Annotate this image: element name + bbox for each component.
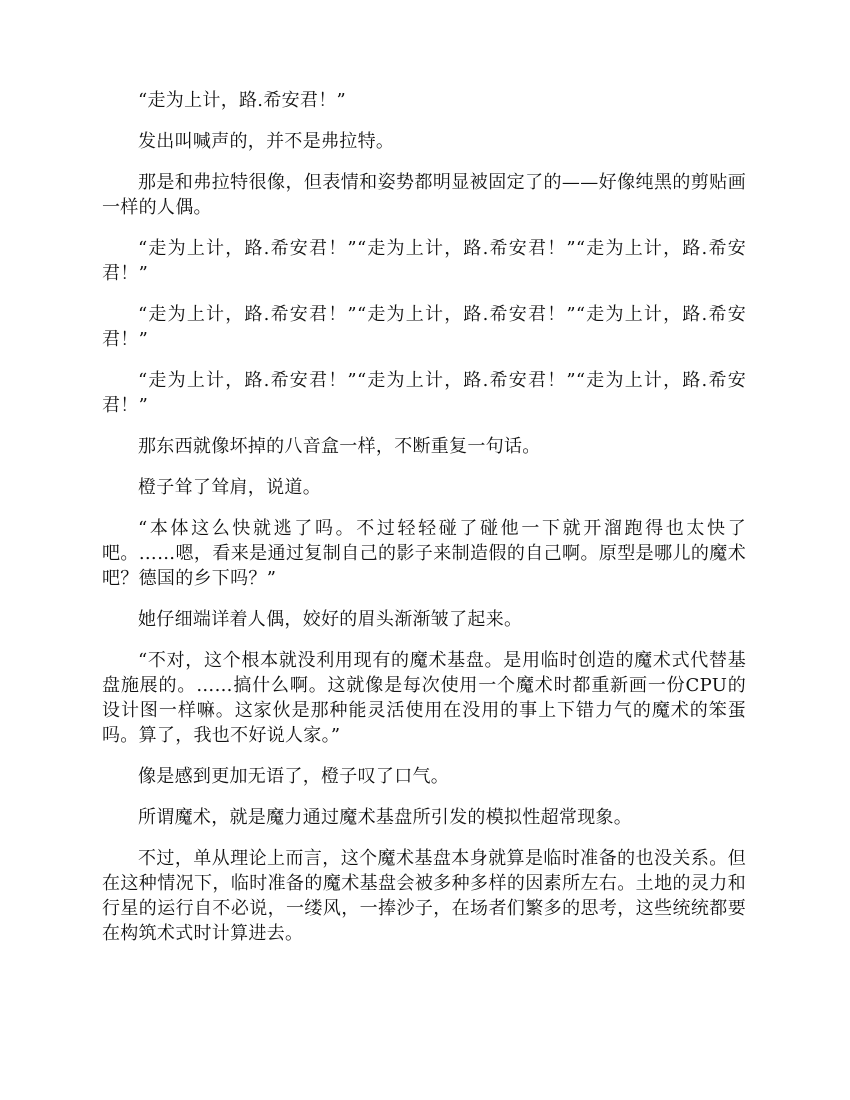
paragraph: “本体这么快就逃了吗。不过轻轻碰了碰他一下就开溜跑得也太快了吧。……嗯，看来是通过复制自己的影子来制造假的自己啊。原型是哪儿的魔术吧？德国的乡下吗？”: [102, 518, 746, 589]
paragraph: “走为上计，路.希安君！”“走为上计，路.希安君！”“走为上计，路.希安君！”: [102, 304, 746, 350]
paragraph: 橙子耸了耸肩，说道。: [138, 477, 321, 498]
paragraph: “走为上计，路.希安君！”“走为上计，路.希安君！”“走为上计，路.希安君！”: [102, 238, 746, 284]
paragraph: “不对，这个根本就没利用现有的魔术基盘。是用临时创造的魔术式代替基盘施展的。……搞什么啊。这就像是每次使用一个魔术时都重新画一份CPU的设计图一样嘛。这家伙是那种能灵活使用在没用的事上下错力气的魔术的笨蛋吗。算了，我也不好说人家。”: [102, 650, 746, 746]
paragraph: 她仔细端详着人偶，姣好的眉头渐渐皱了起来。: [138, 609, 523, 630]
paragraph: 发出叫喊声的，并不是弗拉特。: [138, 131, 395, 152]
document-body: [102, 88, 746, 962]
paragraph: 所谓魔术，就是魔力通过魔术基盘所引发的模拟性超常现象。: [138, 807, 633, 828]
paragraph: 不过，单从理论上而言，这个魔术基盘本身就算是临时准备的也没关系。但在这种情况下，临时准备的魔术基盘会被多种多样的因素所左右。土地的灵力和行星的运行自不必说，一缕风，一捧沙子，在场者们繁多的思考，这些统统都要在构筑术式时计算进去。: [102, 848, 746, 944]
paragraph: “走为上计，路.希安君！”: [138, 90, 347, 111]
paragraph: 那是和弗拉特很像，但表情和姿势都明显被固定了的——好像纯黑的剪贴画一样的人偶。: [102, 172, 746, 218]
paragraph: “走为上计，路.希安君！”“走为上计，路.希安君！”“走为上计，路.希安君！”: [102, 370, 746, 416]
paragraph: 像是感到更加无语了，橙子叹了口气。: [138, 766, 450, 787]
paragraph: 那东西就像坏掉的八音盒一样，不断重复一句话。: [138, 436, 541, 457]
